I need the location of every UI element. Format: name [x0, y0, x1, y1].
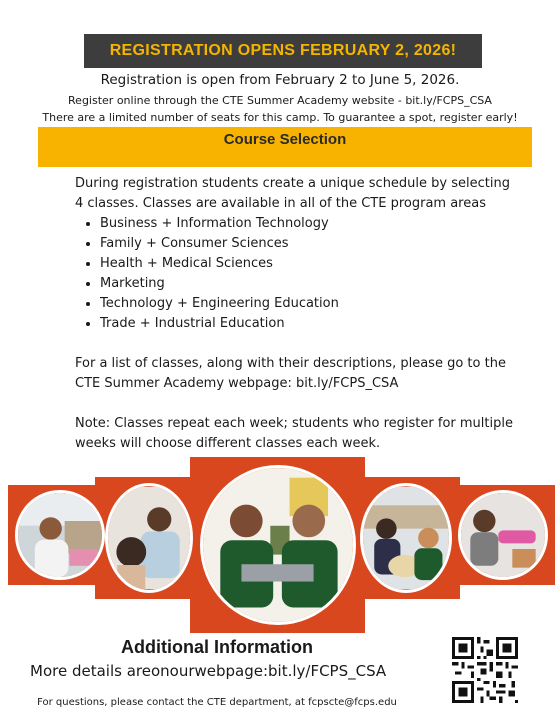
- student-photo-nursing: [458, 490, 548, 580]
- registration-website: Register online through the CTE Summer Academy website - bit.ly/FCPS_CSA: [68, 94, 492, 107]
- course-content: [75, 174, 515, 454]
- program-area-item: • Trade + Industrial Education: [100, 314, 515, 334]
- course-intro: During registration students create a unique schedule by selecting 4 classes. Classes are available in all of the CTE program areas: [75, 176, 510, 211]
- registration-note: There are a limited number of seats for this camp. To guarantee a spot, register early!: [42, 111, 518, 124]
- program-area-item: • Marketing: [100, 274, 515, 294]
- course-selection-bar: [38, 127, 532, 167]
- student-photo-engineering: [200, 465, 356, 625]
- additional-info-title: Additional Information: [121, 637, 313, 657]
- registration-banner: [84, 34, 482, 68]
- contact-line: For questions, please contact the CTE department, at fcpscte@fcps.edu: [37, 697, 397, 708]
- student-photo-animal-care: [360, 483, 452, 593]
- banner-text: REGISTRATION OPENS FEBRUARY 2, 2026!: [109, 42, 457, 59]
- student-photo-lab: [15, 490, 105, 580]
- class-list-info: For a list of classes, along with their descriptions, please go to the CTE Summer Academy webpage: bit.ly/FCPS_CSA: [75, 356, 506, 391]
- program-area-item: • Technology + Engineering Education: [100, 294, 515, 314]
- more-details: More details areonourwebpage:bit.ly/FCPS_CSA: [30, 662, 387, 680]
- registration-dates: Registration is open from February 2 to June 5, 2026.: [100, 72, 460, 88]
- program-areas-list: [75, 214, 515, 334]
- program-area-item: • Family + Consumer Sciences: [100, 234, 515, 254]
- course-selection-title: Course Selection: [223, 131, 347, 148]
- program-area-item: • Health + Medical Sciences: [100, 254, 515, 274]
- qr-code: [452, 637, 518, 703]
- student-photo-cosmetology: [105, 483, 193, 593]
- photo-collage: [0, 455, 560, 635]
- weekly-note: Note: Classes repeat each week; students who register for multiple weeks will choose different classes each week.: [75, 416, 513, 451]
- program-area-item: • Business + Information Technology: [100, 214, 515, 234]
